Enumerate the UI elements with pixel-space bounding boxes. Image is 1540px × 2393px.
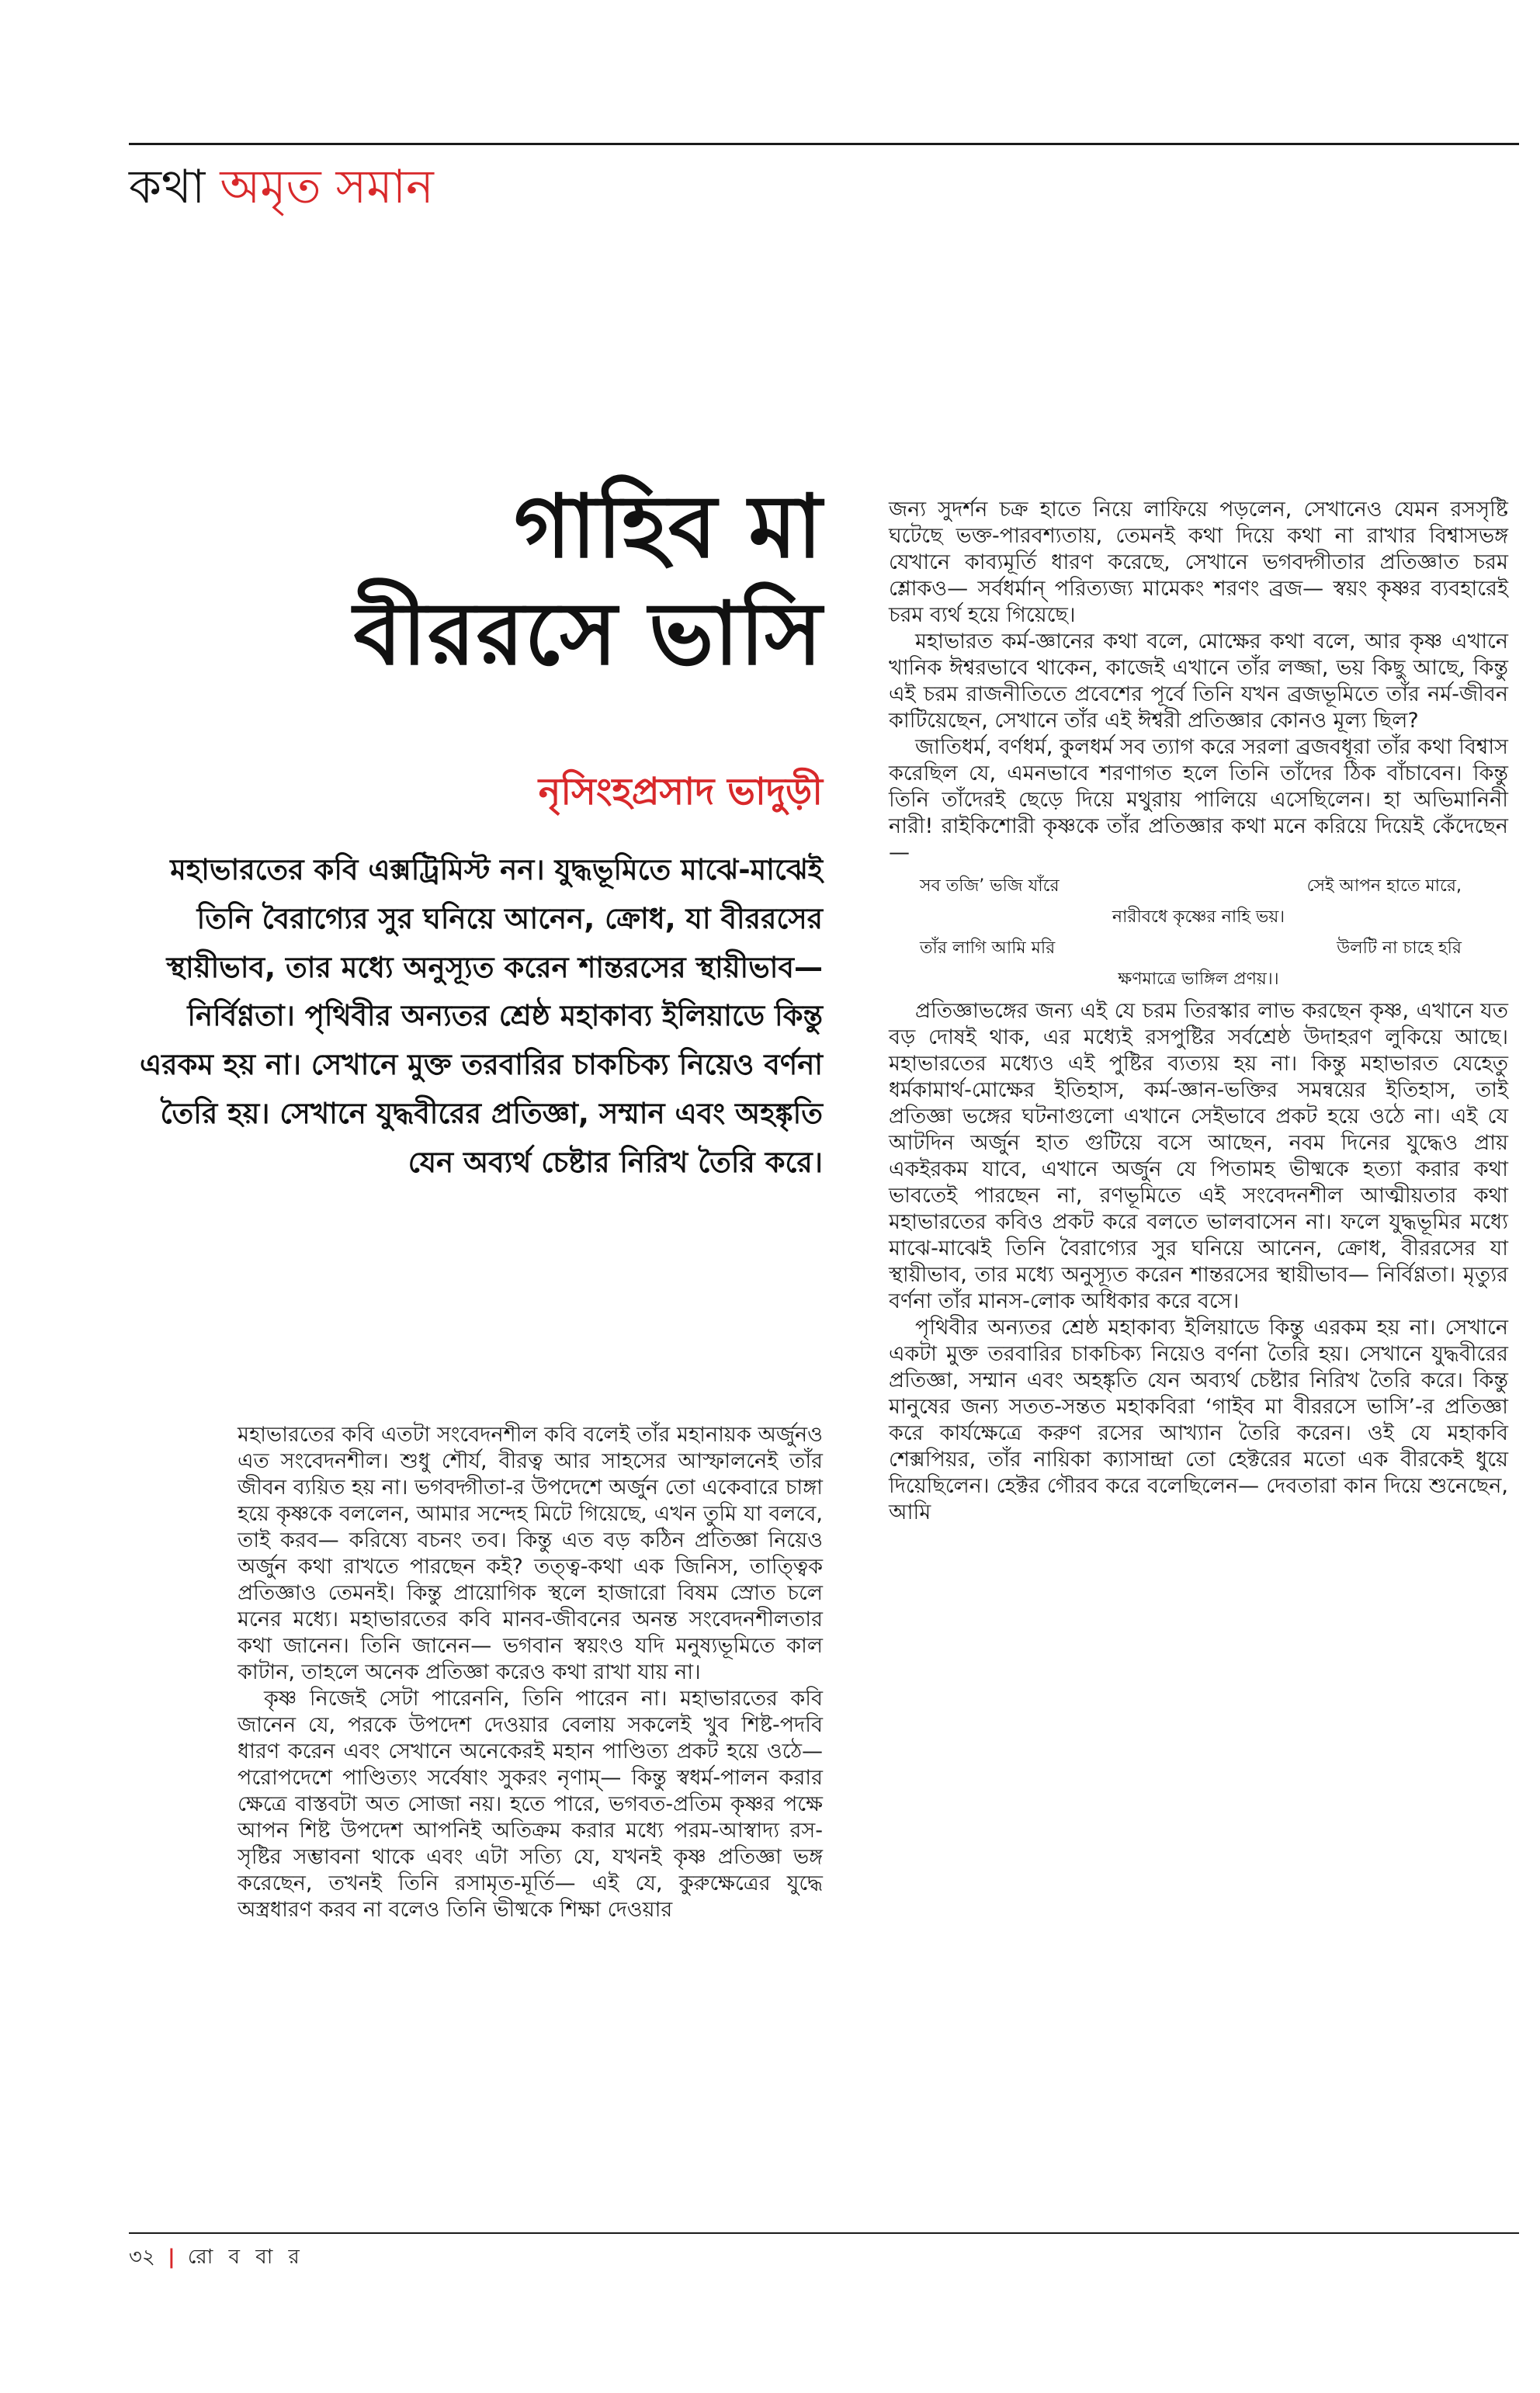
body-paragraph: পৃথিবীর অন্যতর শ্রেষ্ঠ মহাকাব্য ইলিয়াডে কিন্তু এরকম হয় না। সেখানে একটা মুক্ত তরবারির চাকচিক্য নিয়েও বর্ণনা তৈরি হয়। সেখানে যুদ্ধবীরের প্রতিজ্ঞা, সম্মান এবং অহঙ্কৃতি যেন অব্যর্থ চেষ্টার নিরিখ তৈরি করে। কিন্তু মানুষের জন্য সতত-সন্তত মহাকবিরা ‘গাইব মা বীররসে ভাসি’-র প্রতিজ্ঞা করে কার্যক্ষেত্রে করুণ রসের আখ্যান তৈরি করেন। ওই যে মহাকবি শেক্সপিয়র, তাঁর নায়িকা ক্যাসান্দ্রা তো হেক্টরের মতো এক বীরকেই ধুয়ে দিয়েছিলেন। হেক্টর গৌরব করে বলেছিলেন— দেবতারা কান দিয়ে শুনেছেন, আমি [889, 1316, 1508, 1524]
headline-line-1: গাহিব মা [514, 477, 823, 577]
magazine-name: রো ব বা র [187, 2246, 304, 2269]
section-word-amrita-saman: অমৃত সমান [220, 160, 434, 214]
body-paragraph: জন্য সুদর্শন চক্র হাতে নিয়ে লাফিয়ে পড়লেন, সেখানেও যেমন রসসৃষ্টি ঘটেছে ভক্ত-পারবশ্যতায়, তেমনই কথা দিয়ে কথা না রাখার বিশ্বাসভঙ্গ যেখানে কাব্যমূর্তি ধারণ করেছে, সেখানে ভগবদ্গীতার প্রতিজ্ঞাত চরম শ্লোকও— সর্বধর্মান্ পরিত্যজ্য মামেকং শরণং ব্রজ— স্বয়ং কৃষ্ণর ব্যবহারেই চরম ব্যর্থ হয়ে গিয়েছে। [889, 498, 1508, 627]
poem-verse: নারীবধে কৃষ্ণের নাহি ভয়। [1112, 907, 1285, 927]
section-header [129, 152, 434, 222]
page-number: ৩২ [129, 2246, 155, 2269]
headline-line-2: বীররসে ভাসি [353, 584, 823, 685]
poem-line [889, 902, 1508, 933]
body-column-left [238, 1422, 823, 1923]
page-footer [129, 2242, 304, 2273]
author-byline: নৃসিংহপ্রসাদ ভাদুড়ী [538, 770, 823, 813]
poem-line [889, 871, 1508, 902]
body-column-right [889, 497, 1508, 1526]
poem-line [889, 933, 1508, 964]
article-headline [155, 473, 823, 688]
body-paragraph: মহাভারত কর্ম-জ্ঞানের কথা বলে, মোক্ষের কথা বলে, আর কৃষ্ণ এখানে খানিক ঈশ্বরভাবে থাকেন, কাজেই এখানে তাঁর লজ্জা, ভয় কিছু আছে, কিন্তু এই চরম রাজনীতিতে প্রবেশের পূর্বে তিনি যখন ব্রজভূমিতে তাঁর নর্ম-জীবন কাটিয়েছেন, সেখানে তাঁর এই ঈশ্বরী প্রতিজ্ঞার কোনও মূল্য ছিল? [889, 629, 1508, 733]
bottom-rule [129, 2232, 1519, 2234]
poem-verse: সব তজি’ ভজি যাঁরে [920, 876, 1060, 896]
poem-verse: উলটি না চাহে হরি [1337, 938, 1462, 958]
body-paragraph: প্রতিজ্ঞাভঙ্গের জন্য এই যে চরম তিরস্কার লাভ করছেন কৃষ্ণ, এখানে যত বড় দোষই থাক, এর মধ্যেই রসপুষ্টির সর্বশ্রেষ্ঠ উদাহরণ লুকিয়ে আছে। মহাভারতের মধ্যেও এই পুষ্টির ব্যত্যয় হয় না। কিন্তু মহাভারত যেহেতু ধর্মকামার্থ-মোক্ষের ইতিহাস, কর্ম-জ্ঞান-ভক্তির সমন্বয়ের ইতিহাস, তাই প্রতিজ্ঞা ভঙ্গের ঘটনাগুলো এখানে সেইভাবে প্রকট হয়ে ওঠে না। এই যে আটদিন অর্জুন হাত গুটিয়ে বসে আছেন, নবম দিনের যুদ্ধেও প্রায় একইরকম যাবে, এখানে অর্জুন যে পিতামহ ভীষ্মকে হত্যা করার কথা ভাবতেই পারছেন না, রণভূমিতে এই সংবেদনশীল আত্মীয়তার কথা মহাভারতের কবিও প্রকট করে বলতে ভালবাসেন না। ফলে যুদ্ধভূমির মধ্যে মাঝে-মাঝেই তিনি বৈরাগ্যের সুর ঘনিয়ে আনেন, ক্রোধ, বীররসের যা স্থায়ীভাব, তার মধ্যে অনুস্যূত করেন শান্তরসের স্থায়ীভাব— নির্বিণ্ণতা। মৃত্যুর বর্ণনা তাঁর মানস-লোক অধিকার করে বসে। [889, 999, 1508, 1313]
body-paragraph: কৃষ্ণ নিজেই সেটা পারেননি, তিনি পারেন না। মহাভারতের কবি জানেন যে, পরকে উপদেশ দেওয়ার বেলায় সকলেই খুব শিষ্ট-পদবি ধারণ করেন এবং সেখানে অনেকেরই মহান পাণ্ডিত্য প্রকট হয়ে ওঠে— পরোপদেশে পাণ্ডিত্যং সর্বেষাং সুকরং নৃণাম্— কিন্তু স্বধর্ম-পালন করার ক্ষেত্রে বাস্তবটা অত সোজা নয়। হতে পারে, ভগবত-প্রতিম কৃষ্ণর পক্ষে আপন শিষ্ট উপদেশ আপনিই অতিক্রম করার মধ্যে পরম-আস্বাদ্য রস-সৃষ্টির সম্ভাবনা থাকে এবং এটা সত্যি যে, যখনই কৃষ্ণ প্রতিজ্ঞা ভঙ্গ করেছেন, তখনই তিনি রসামৃত-মূর্তি— এই যে, কুরুক্ষেত্রের যুদ্ধে অস্ত্রধারণ করব না বলেও তিনি ভীষ্মকে শিক্ষা দেওয়ার [238, 1687, 823, 1922]
body-paragraph: জাতিধর্ম, বর্ণধর্ম, কুলধর্ম সব ত্যাগ করে সরলা ব্রজবধূরা তাঁর কথা বিশ্বাস করেছিল যে, এমনভাবে শরণাগত হলে তিনি তাঁদের ঠিক বাঁচাবেন। কিন্তু তিনি তাঁদেরই ছেড়ে দিয়ে মথুরায় পালিয়ে এসেছিলেন। হা অভিমানিনী নারী! রাইকিশোরী কৃষ্ণকে তাঁর প্রতিজ্ঞার কথা মনে করিয়ে দিয়েই কেঁদেছেন— [889, 735, 1508, 865]
poem-verse: তাঁর লাগি আমি মরি [920, 938, 1056, 958]
poem-verse: সেই আপন হাতে মারে, [1306, 876, 1462, 896]
body-paragraph: মহাভারতের কবি এতটা সংবেদনশীল কবি বলেই তাঁর মহানায়ক অর্জুনও এত সংবেদনশীল। শুধু শৌর্য, বীরত্ব আর সাহসের আস্ফালনেই তাঁর জীবন ব্যয়িত হয় না। ভগবদ্গীতা-র উপদেশে অর্জুন তো একেবারে চাঙ্গা হয়ে কৃষ্ণকে বললেন, আমার সন্দেহ মিটে গিয়েছে, এখন তুমি যা বলবে, তাই করব— করিষ্যে বচনং তব। কিন্তু এত বড় কঠিন প্রতিজ্ঞা নিয়েও অর্জুন কথা রাখতে পারছেন কই? তত্ত্ব-কথা এক জিনিস, তাত্ত্বিক প্রতিজ্ঞাও তেমনই। কিন্তু প্রায়োগিক স্থলে হাজারো বিষম স্রোত চলে মনের মধ্যে। মহাভারতের কবি মানব-জীবনের অনন্ত সংবেদনশীলতার কথা জানেন। তিনি জানেন— ভগবান স্বয়ংও যদি মনুষ্যভূমিতে কাল কাটান, তাহলে অনেক প্রতিজ্ঞা করেও কথা রাখা যায় না। [238, 1423, 823, 1684]
top-rule [129, 143, 1519, 145]
poem-verse: ক্ষণমাত্রে ভাঙ্গিল প্রণয়।। [1118, 969, 1279, 989]
intro-text: মহাভারতের কবি এক্সট্রিমিস্ট নন। যুদ্ধভূমিতে মাঝে-মাঝেই তিনি বৈরাগ্যের সুর ঘনিয়ে আনেন, ক্রোধ, যা বীররসের স্থায়ীভাব, তার মধ্যে অনুস্যূত করেন শান্তরসের স্থায়ীভাব— নির্বিণ্ণতা। পৃথিবীর অন্যতর শ্রেষ্ঠ মহাকাব্য ইলিয়াডে কিন্তু এরকম হয় না। সেখানে মুক্ত তরবারির চাকচিক্য নিয়েও বর্ণনা তৈরি হয়। সেখানে যুদ্ধবীরের প্রতিজ্ঞা, সম্মান এবং অহঙ্কৃতি যেন অব্যর্থ চেষ্টার নিরিখ তৈরি করে। [140, 853, 824, 1179]
poem-quote [889, 871, 1508, 995]
footer-separator: | [168, 2246, 175, 2269]
intro-pullquote [140, 846, 823, 1188]
poem-line [889, 964, 1508, 995]
section-word-katha: কথা [129, 160, 206, 214]
